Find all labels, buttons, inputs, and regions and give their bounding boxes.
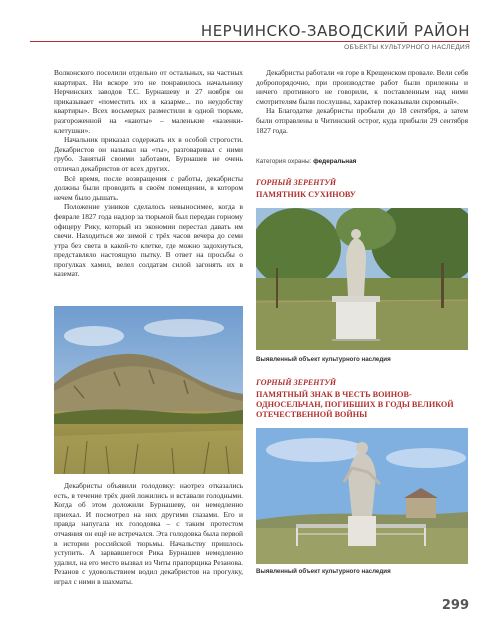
section-title: НЕРЧИНСКО-ЗАВОДСКИЙ РАЙОН	[200, 22, 470, 40]
object-region: ГОРНЫЙ ЗЕРЕНТУЙ	[256, 378, 337, 387]
paragraph: На Благодатке декабристы пробыли до 18 сентября, а затем были отправлены в Читинский острог, куда прибыли 29 сентября 1827 года.	[256, 106, 468, 135]
memorial-photo	[256, 428, 468, 564]
monument-photo	[256, 208, 468, 350]
left-column-text	[54, 68, 243, 279]
paragraph: Волконского поселили отдельно от остальных, на частных квартирах. Ни вскоре это не понравилось начальнику Нерчинских заводов Т.С. Бурнашеву и 27 ноября он приказывает «поместить их в казарме... по неудобству квартиры». Всех восьмерых разместили в одной тюрьме, разгороженной на «каюты» – маленькие «казенки-клетушки».	[54, 68, 243, 135]
photo-caption: Выявленный объект культурного наследия	[256, 356, 391, 363]
paragraph: Всё время, после возвращения с работы, декабристы должны были проводить в своём помещении, в котором нечем было дышать.	[54, 173, 243, 202]
paragraph: Начальник приказал содержать их в особой строгости. Декабристов он называл на «ты», разговаривал с ними грубо. Занятый своими заботами, Бурнашев не очень отличал декабристов от всех других.	[54, 135, 243, 173]
photo-caption: Выявленный объект культурного наследия	[256, 568, 391, 575]
object-title: ПАМЯТНИК СУХИНОВУ	[256, 190, 356, 199]
left-column-text-lower	[54, 481, 243, 587]
protection-category	[256, 158, 468, 165]
object-region: ГОРНЫЙ ЗЕРЕНТУЙ	[256, 178, 337, 187]
header-rule	[30, 41, 470, 42]
page-number: 299	[441, 598, 469, 613]
category-value: федеральная	[313, 158, 357, 165]
landscape-photo	[54, 306, 243, 474]
paragraph: Декабристы работали «в горе в Крещенском провале. Вели себя добропорядочно, при производстве работ были прилежны и ничего противного не говорили, к поставленным над ними смотрителям были послушны, характер показывали скромный».	[256, 68, 468, 106]
paragraph: Положение узников сделалось невыносимее, когда в феврале 1827 года надзор за тюрьмой был передан горному офицеру Рику, который из экономии перестал давать им свечи. Находиться же зимой с трёх часов вечера до семи утра без света в какой-то клетке, где можно задохнуться, представляло настоящую пытку. В ответ на просьбы о прогулках хамил, велел солдатам силой загонять их в каземат.	[54, 202, 243, 279]
object-title: ПАМЯТНЫЙ ЗНАК В ЧЕСТЬ ВОИНОВ-ОДНОСЕЛЬЧАН, ПОГИБШИХ В ГОДЫ ВЕЛИКОЙ ОТЕЧЕСТВЕННОЙ ВОЙНЫ	[256, 390, 454, 420]
section-subtitle: ОБЪЕКТЫ КУЛЬТУРНОГО НАСЛЕДИЯ	[344, 44, 470, 51]
right-column-text	[256, 68, 468, 135]
category-label: Категория охраны:	[256, 158, 312, 165]
paragraph: Декабристы объявили голодовку: наотрез отказались есть, в течение трёх дней ложились и вставали голодными. Когда об этом доложили Бурнашеву, он немедленно приехал. И посмотрел на них другими глазами. Его и правда напугала их голодовка – с таким протестом отчаяния он ещё не встречался. Эта голодовка была первой в истории российской тюрьмы. Начальству пришлось уступить. А зарвавшегося Рика Бурнашев немедленно удалил, на его место вызвал из Читы прапорщика Резанова. Резанов с удовольствием водил декабристов на прогулку, играл с ними в шахматы.	[54, 481, 243, 586]
